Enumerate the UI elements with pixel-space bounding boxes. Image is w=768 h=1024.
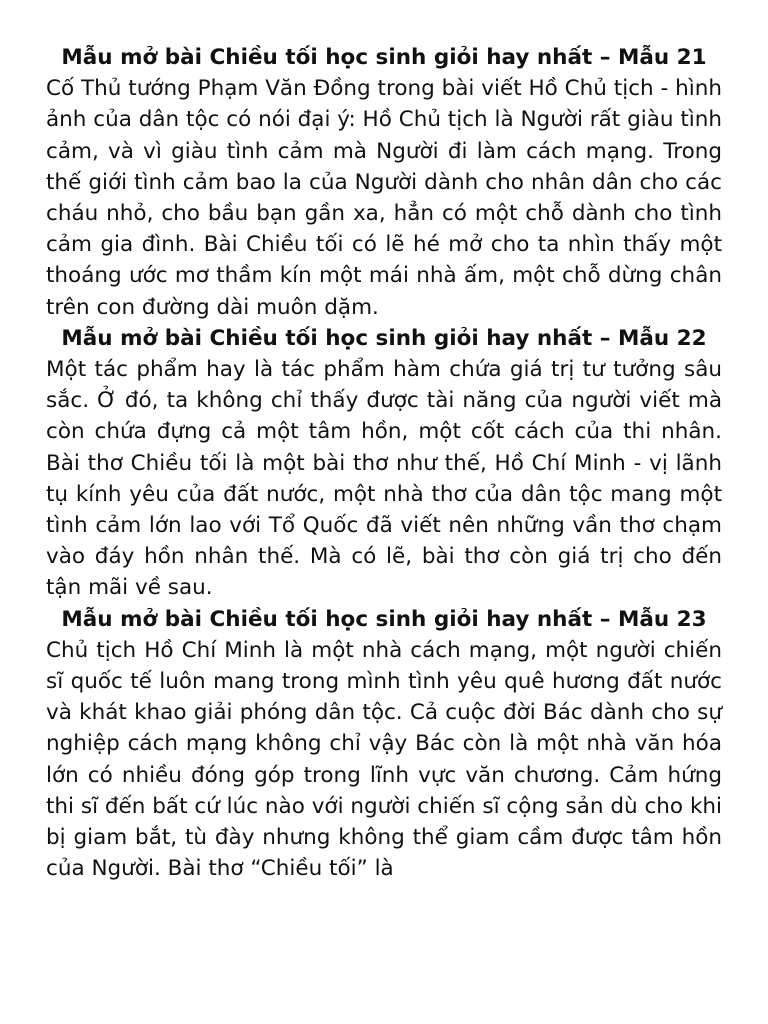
section-heading: Mẫu mở bài Chiều tối học sinh giỏi hay nhất – Mẫu 23 [61, 606, 707, 632]
section-heading: Mẫu mở bài Chiều tối học sinh giỏi hay nhất – Mẫu 21 [61, 45, 707, 70]
section-paragraph: Một tác phẩm hay là tác phẩm hàm chứa giá trị tư tưởng sâu sắc. Ở đó, ta không chỉ thấy được tài năng của người viết mà còn chứa đựng cả một tâm hồn, một cốt cách của thi nhân. Bài thơ Chiều tối là một bài thơ như thế, Hồ Chí Minh - vị lãnh tụ kính yêu của đất nước, một nhà thơ của dân tộc mang một tình cảm lớn lao với Tổ Quốc đã viết nên những vần thơ chạm vào đáy hồn nhân thế. Mà có lẽ, bài thơ còn giá trị cho đến tận mãi về sau. [46, 357, 722, 601]
section-mau-23 [46, 604, 722, 885]
section-mau-22 [46, 323, 722, 604]
document-page [46, 42, 722, 884]
section-mau-21 [46, 42, 722, 323]
section-paragraph: Cố Thủ tướng Phạm Văn Đồng trong bài viết Hồ Chủ tịch - hình ảnh của dân tộc có nói đại ý: Hồ Chủ tịch là Người rất giàu tình cảm, và vì giàu tình cảm mà Người đi làm cách mạng. Trong thế giới tình cảm bao la của Người dành cho nhân dân cho các cháu nhỏ, cho bầu bạn gần xa, hẳn có một chỗ dành cho tình cảm gia đình. Bài Chiều tối có lẽ hé mở cho ta nhìn thấy một thoáng ước mơ thầm kín một mái nhà ấm, một chỗ dừng chân trên con đường dài muôn dặm. [46, 76, 722, 320]
section-heading: Mẫu mở bài Chiều tối học sinh giỏi hay nhất – Mẫu 22 [61, 325, 707, 351]
section-paragraph: Chủ tịch Hồ Chí Minh là một nhà cách mạng, một người chiến sĩ quốc tế luôn mang trong mình tình yêu quê hương đất nước và khát khao giải phóng dân tộc. Cả cuộc đời Bác dành cho sự nghiệp cách mạng không chỉ vậy Bác còn là một nhà văn hóa lớn có nhiều đóng góp trong lĩnh vực văn chương. Cảm hứng thi sĩ đến bất cứ lúc nào với người chiến sĩ cộng sản dù cho khi bị giam bắt, tù đày nhưng không thể giam cầm được tâm hồn của Người. Bài thơ “Chiều tối” là [46, 637, 722, 882]
